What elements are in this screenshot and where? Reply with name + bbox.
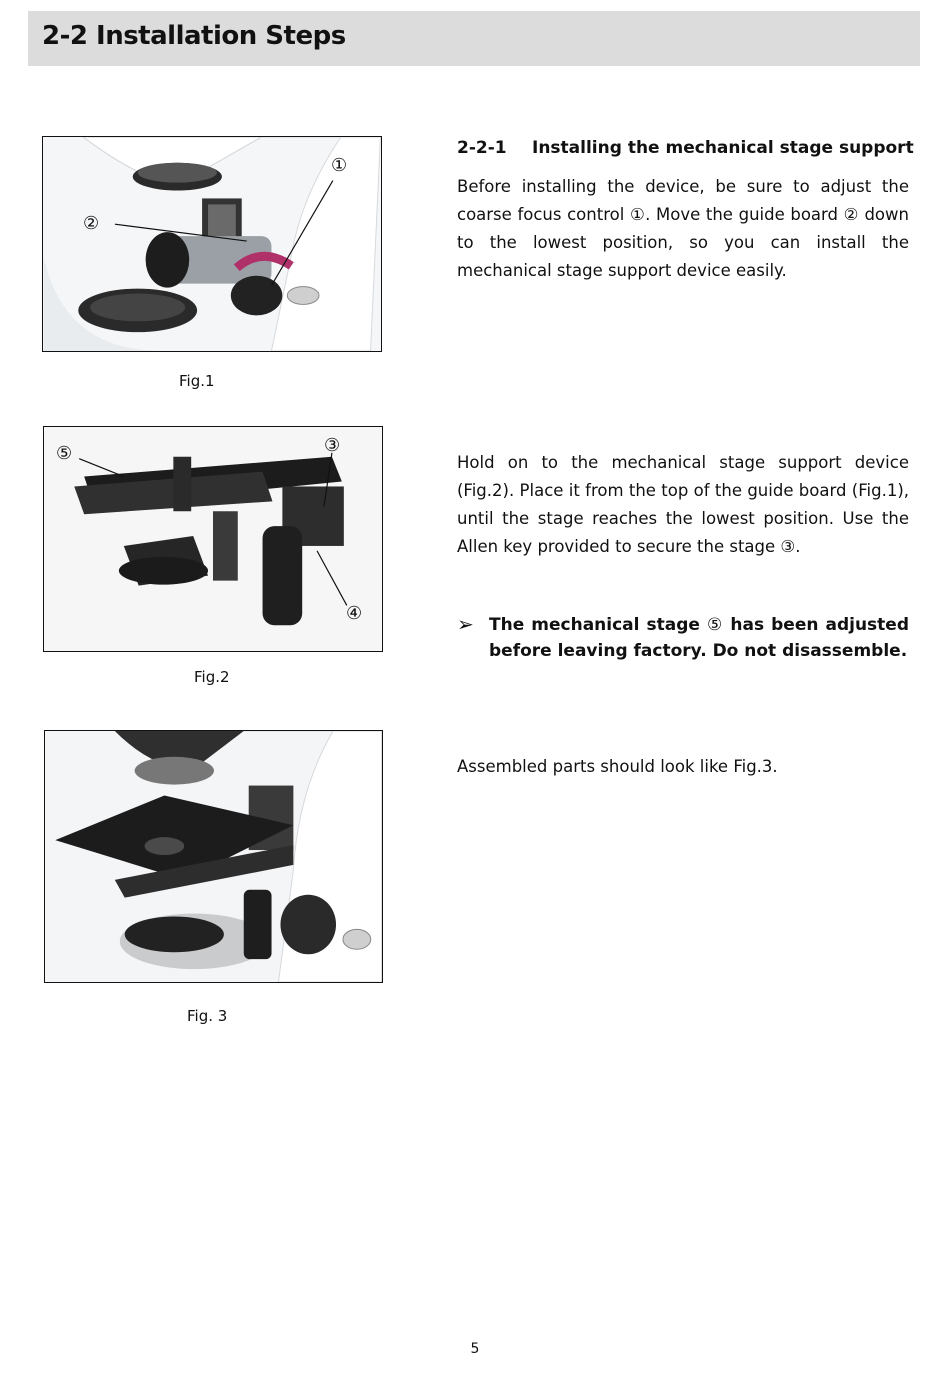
figure-2-caption: Fig.2 xyxy=(194,668,230,686)
figure-3-caption: Fig. 3 xyxy=(187,1007,228,1025)
figure-3-drawing xyxy=(45,731,382,982)
page-title: 2-2 Installation Steps xyxy=(42,21,346,51)
callout-5: ⑤ xyxy=(56,443,73,463)
paragraph-2-text-a: Hold on to the mechanical stage support device (Fig.2). Place it from the top of the guide board (Fig.1), until the stage reaches the lowest position. Use the Allen key provided to secure the stage xyxy=(457,453,909,556)
figure-2-image xyxy=(43,426,383,652)
paragraph-1-text-c: down to the lowest position, so you can install the mechanical stage support device easily. xyxy=(457,205,909,280)
paragraph-2 xyxy=(457,449,909,561)
paragraph-1-text-a: Before installing the device, be sure to adjust the coarse focus control xyxy=(457,177,909,224)
paragraph-2-marker: ③ xyxy=(780,537,796,556)
paragraph-1-marker-1: ① xyxy=(629,205,646,224)
figure-1-caption: Fig.1 xyxy=(179,372,215,390)
section-heading xyxy=(457,138,914,158)
warning-note-text-b: has been adjusted before leaving factory. Do not disassemble. xyxy=(489,615,909,661)
warning-note-text-a: The mechanical stage xyxy=(489,615,707,635)
section-number: 2-2-1 xyxy=(457,138,507,158)
warning-note-text xyxy=(489,612,909,664)
figure-2-drawing xyxy=(44,427,382,651)
callout-4: ④ xyxy=(346,603,363,623)
paragraph-1 xyxy=(457,173,909,285)
callout-2: ② xyxy=(83,213,100,233)
page-number: 5 xyxy=(470,1341,480,1357)
callout-1: ① xyxy=(331,155,348,175)
paragraph-3: Assembled parts should look like Fig.3. xyxy=(457,757,778,776)
figure-3-image xyxy=(44,730,383,983)
paragraph-1-text-b: . Move the guide board xyxy=(645,205,844,224)
figure-1-image xyxy=(42,136,382,352)
paragraph-2-text-b: . xyxy=(795,537,801,556)
callout-3: ③ xyxy=(324,435,341,455)
paragraph-1-marker-2: ② xyxy=(843,205,859,224)
warning-note-marker: ⑤ xyxy=(706,615,724,635)
section-title: Installing the mechanical stage support xyxy=(532,138,914,158)
arrow-bullet-icon: ➢ xyxy=(457,614,474,636)
header-bar xyxy=(28,11,920,66)
